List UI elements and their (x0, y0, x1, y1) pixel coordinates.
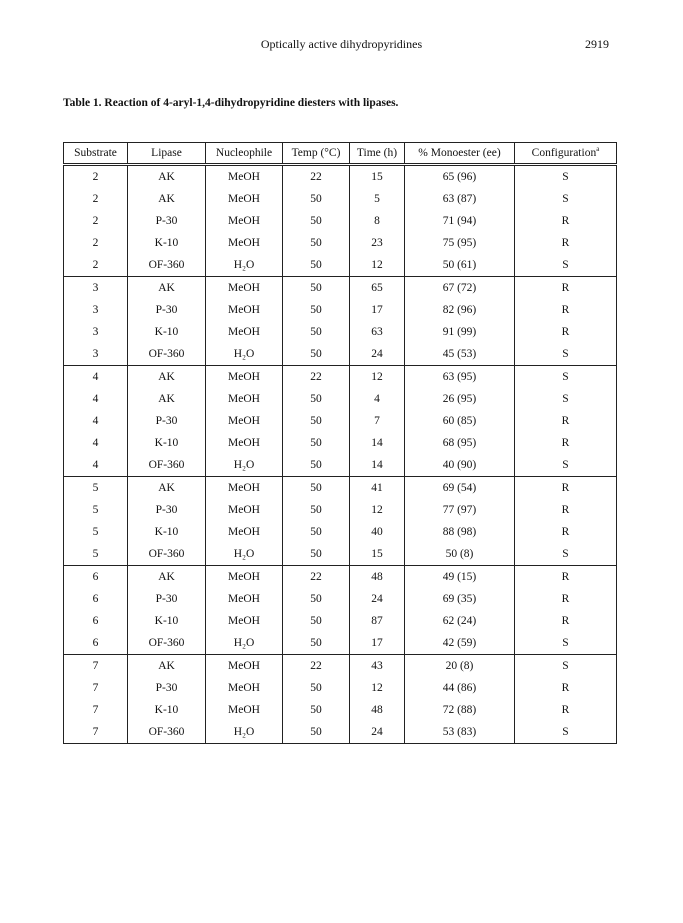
cell-nucleophile: MeOH (206, 210, 283, 232)
cell-time: 87 (350, 610, 405, 632)
cell-configuration: R (515, 477, 617, 500)
cell-time: 48 (350, 566, 405, 589)
cell-monoester: 69 (54) (405, 477, 515, 500)
cell-configuration: R (515, 566, 617, 589)
cell-nucleophile: MeOH (206, 566, 283, 589)
cell-nucleophile: MeOH (206, 677, 283, 699)
table-row (64, 610, 617, 632)
table-row (64, 499, 617, 521)
cell-lipase: AK (128, 566, 206, 589)
cell-temp: 50 (283, 432, 350, 454)
cell-lipase: AK (128, 165, 206, 189)
table-row (64, 299, 617, 321)
cell-configuration: S (515, 188, 617, 210)
cell-configuration: S (515, 632, 617, 655)
cell-monoester: 60 (85) (405, 410, 515, 432)
cell-configuration: S (515, 655, 617, 678)
cell-monoester: 45 (53) (405, 343, 515, 366)
cell-temp: 50 (283, 388, 350, 410)
cell-time: 12 (350, 499, 405, 521)
cell-monoester: 72 (88) (405, 699, 515, 721)
cell-lipase: P-30 (128, 210, 206, 232)
cell-monoester: 91 (99) (405, 321, 515, 343)
cell-time: 4 (350, 388, 405, 410)
cell-temp: 22 (283, 366, 350, 389)
cell-monoester: 26 (95) (405, 388, 515, 410)
cell-nucleophile: MeOH (206, 410, 283, 432)
cell-monoester: 50 (61) (405, 254, 515, 277)
cell-substrate: 7 (64, 655, 128, 678)
cell-substrate: 6 (64, 632, 128, 655)
cell-substrate: 5 (64, 521, 128, 543)
cell-temp: 22 (283, 566, 350, 589)
cell-configuration: R (515, 432, 617, 454)
cell-configuration: S (515, 543, 617, 566)
cell-lipase: P-30 (128, 588, 206, 610)
cell-temp: 50 (283, 410, 350, 432)
cell-temp: 50 (283, 343, 350, 366)
table-row (64, 321, 617, 343)
col-time: Time (h) (350, 143, 405, 165)
col-configuration (515, 143, 617, 165)
cell-temp: 50 (283, 632, 350, 655)
cell-lipase: K-10 (128, 321, 206, 343)
cell-substrate: 4 (64, 388, 128, 410)
cell-monoester: 77 (97) (405, 499, 515, 521)
table-caption: Table 1. Reaction of 4-aryl-1,4-dihydropyridine diesters with lipases. (63, 97, 399, 109)
cell-configuration: R (515, 277, 617, 300)
table-row (64, 454, 617, 477)
cell-configuration: R (515, 499, 617, 521)
cell-substrate: 7 (64, 721, 128, 744)
cell-configuration: R (515, 299, 617, 321)
cell-monoester: 82 (96) (405, 299, 515, 321)
cell-monoester: 68 (95) (405, 432, 515, 454)
table-row (64, 543, 617, 566)
table-row (64, 210, 617, 232)
table-row (64, 677, 617, 699)
cell-substrate: 3 (64, 321, 128, 343)
cell-substrate: 3 (64, 277, 128, 300)
cell-substrate: 5 (64, 477, 128, 500)
cell-configuration: S (515, 366, 617, 389)
cell-nucleophile: MeOH (206, 655, 283, 678)
table-row (64, 165, 617, 189)
cell-lipase: OF-360 (128, 632, 206, 655)
cell-monoester: 63 (95) (405, 366, 515, 389)
cell-monoester: 62 (24) (405, 610, 515, 632)
running-head (0, 37, 683, 55)
cell-nucleophile: MeOH (206, 588, 283, 610)
cell-lipase: AK (128, 188, 206, 210)
cell-time: 17 (350, 299, 405, 321)
cell-substrate: 5 (64, 499, 128, 521)
cell-temp: 50 (283, 521, 350, 543)
table-row (64, 254, 617, 277)
cell-time: 23 (350, 232, 405, 254)
cell-substrate: 7 (64, 699, 128, 721)
col-monoester: % Monoester (ee) (405, 143, 515, 165)
cell-temp: 50 (283, 254, 350, 277)
cell-nucleophile: H₂O (206, 254, 283, 277)
cell-time: 7 (350, 410, 405, 432)
cell-time: 65 (350, 277, 405, 300)
cell-lipase: P-30 (128, 677, 206, 699)
cell-substrate: 4 (64, 410, 128, 432)
cell-configuration: R (515, 610, 617, 632)
cell-temp: 50 (283, 232, 350, 254)
cell-lipase: P-30 (128, 410, 206, 432)
cell-configuration: R (515, 521, 617, 543)
cell-nucleophile: H₂O (206, 543, 283, 566)
cell-temp: 50 (283, 499, 350, 521)
table-row (64, 699, 617, 721)
col-temp: Temp (°C) (283, 143, 350, 165)
cell-time: 15 (350, 165, 405, 189)
table-row (64, 632, 617, 655)
cell-nucleophile: MeOH (206, 699, 283, 721)
cell-nucleophile: MeOH (206, 165, 283, 189)
table-row (64, 655, 617, 678)
col-lipase: Lipase (128, 143, 206, 165)
cell-monoester: 88 (98) (405, 521, 515, 543)
cell-monoester: 20 (8) (405, 655, 515, 678)
cell-time: 24 (350, 343, 405, 366)
cell-monoester: 63 (87) (405, 188, 515, 210)
cell-lipase: K-10 (128, 432, 206, 454)
cell-configuration: S (515, 454, 617, 477)
col-nucleophile: Nucleophile (206, 143, 283, 165)
cell-time: 17 (350, 632, 405, 655)
cell-temp: 50 (283, 588, 350, 610)
table-row (64, 232, 617, 254)
cell-monoester: 75 (95) (405, 232, 515, 254)
table-row (64, 521, 617, 543)
cell-monoester: 50 (8) (405, 543, 515, 566)
table-row (64, 566, 617, 589)
cell-nucleophile: MeOH (206, 388, 283, 410)
cell-substrate: 2 (64, 210, 128, 232)
cell-temp: 50 (283, 299, 350, 321)
cell-monoester: 65 (96) (405, 165, 515, 189)
cell-nucleophile: H₂O (206, 632, 283, 655)
table-row (64, 432, 617, 454)
cell-configuration: S (515, 388, 617, 410)
cell-nucleophile: MeOH (206, 366, 283, 389)
cell-nucleophile: H₂O (206, 721, 283, 744)
cell-lipase: AK (128, 366, 206, 389)
cell-nucleophile: MeOH (206, 277, 283, 300)
cell-temp: 22 (283, 655, 350, 678)
table-body (64, 165, 617, 744)
cell-temp: 50 (283, 454, 350, 477)
cell-substrate: 2 (64, 188, 128, 210)
cell-temp: 50 (283, 188, 350, 210)
cell-time: 12 (350, 366, 405, 389)
cell-lipase: OF-360 (128, 343, 206, 366)
cell-nucleophile: MeOH (206, 432, 283, 454)
cell-configuration: S (515, 343, 617, 366)
cell-substrate: 3 (64, 299, 128, 321)
cell-temp: 50 (283, 699, 350, 721)
cell-configuration: S (515, 165, 617, 189)
running-title: Optically active dihydropyridines (260, 37, 423, 51)
cell-substrate: 6 (64, 588, 128, 610)
cell-time: 14 (350, 454, 405, 477)
table-row (64, 477, 617, 500)
cell-lipase: P-30 (128, 499, 206, 521)
table-row (64, 188, 617, 210)
table-row (64, 388, 617, 410)
cell-lipase: AK (128, 655, 206, 678)
cell-monoester: 53 (83) (405, 721, 515, 744)
cell-time: 40 (350, 521, 405, 543)
cell-lipase: OF-360 (128, 721, 206, 744)
cell-time: 43 (350, 655, 405, 678)
cell-monoester: 71 (94) (405, 210, 515, 232)
cell-substrate: 3 (64, 343, 128, 366)
cell-configuration: S (515, 721, 617, 744)
cell-substrate: 4 (64, 454, 128, 477)
cell-lipase: OF-360 (128, 254, 206, 277)
cell-lipase: AK (128, 477, 206, 500)
cell-time: 12 (350, 677, 405, 699)
cell-temp: 50 (283, 543, 350, 566)
cell-time: 63 (350, 321, 405, 343)
table-row (64, 410, 617, 432)
cell-lipase: K-10 (128, 699, 206, 721)
cell-monoester: 42 (59) (405, 632, 515, 655)
cell-time: 12 (350, 254, 405, 277)
cell-temp: 50 (283, 721, 350, 744)
cell-substrate: 6 (64, 610, 128, 632)
cell-substrate: 4 (64, 366, 128, 389)
cell-lipase: OF-360 (128, 454, 206, 477)
table-header-row (64, 143, 617, 165)
table-row (64, 343, 617, 366)
page-number: 2919 (585, 37, 609, 51)
cell-temp: 50 (283, 210, 350, 232)
col-substrate: Substrate (64, 143, 128, 165)
cell-monoester: 49 (15) (405, 566, 515, 589)
table-row (64, 366, 617, 389)
cell-lipase: AK (128, 277, 206, 300)
cell-temp: 22 (283, 165, 350, 189)
cell-nucleophile: H₂O (206, 343, 283, 366)
cell-configuration: R (515, 321, 617, 343)
cell-substrate: 2 (64, 165, 128, 189)
cell-lipase: K-10 (128, 232, 206, 254)
table-row (64, 721, 617, 744)
cell-substrate: 2 (64, 254, 128, 277)
cell-lipase: K-10 (128, 521, 206, 543)
results-table (63, 142, 617, 744)
cell-temp: 50 (283, 677, 350, 699)
cell-nucleophile: MeOH (206, 188, 283, 210)
cell-temp: 50 (283, 277, 350, 300)
cell-configuration: R (515, 588, 617, 610)
cell-nucleophile: MeOH (206, 499, 283, 521)
cell-time: 41 (350, 477, 405, 500)
cell-configuration: R (515, 699, 617, 721)
cell-lipase: OF-360 (128, 543, 206, 566)
cell-configuration: R (515, 232, 617, 254)
cell-time: 14 (350, 432, 405, 454)
cell-configuration: R (515, 677, 617, 699)
cell-substrate: 5 (64, 543, 128, 566)
cell-time: 8 (350, 210, 405, 232)
cell-monoester: 40 (90) (405, 454, 515, 477)
cell-lipase: AK (128, 388, 206, 410)
cell-substrate: 4 (64, 432, 128, 454)
cell-nucleophile: H₂O (206, 454, 283, 477)
col-configuration-label: Configuration (531, 147, 597, 159)
cell-time: 24 (350, 721, 405, 744)
cell-nucleophile: MeOH (206, 477, 283, 500)
cell-nucleophile: MeOH (206, 610, 283, 632)
configuration-footnote-mark: a (596, 145, 600, 154)
table-row (64, 277, 617, 300)
cell-lipase: P-30 (128, 299, 206, 321)
cell-substrate: 7 (64, 677, 128, 699)
cell-lipase: K-10 (128, 610, 206, 632)
cell-monoester: 67 (72) (405, 277, 515, 300)
cell-substrate: 2 (64, 232, 128, 254)
cell-nucleophile: MeOH (206, 232, 283, 254)
cell-temp: 50 (283, 610, 350, 632)
cell-time: 24 (350, 588, 405, 610)
cell-nucleophile: MeOH (206, 321, 283, 343)
cell-nucleophile: MeOH (206, 521, 283, 543)
cell-time: 15 (350, 543, 405, 566)
cell-configuration: R (515, 210, 617, 232)
cell-substrate: 6 (64, 566, 128, 589)
cell-configuration: R (515, 410, 617, 432)
cell-nucleophile: MeOH (206, 299, 283, 321)
cell-time: 5 (350, 188, 405, 210)
cell-monoester: 44 (86) (405, 677, 515, 699)
table-row (64, 588, 617, 610)
cell-monoester: 69 (35) (405, 588, 515, 610)
cell-temp: 50 (283, 321, 350, 343)
cell-time: 48 (350, 699, 405, 721)
cell-temp: 50 (283, 477, 350, 500)
cell-configuration: S (515, 254, 617, 277)
